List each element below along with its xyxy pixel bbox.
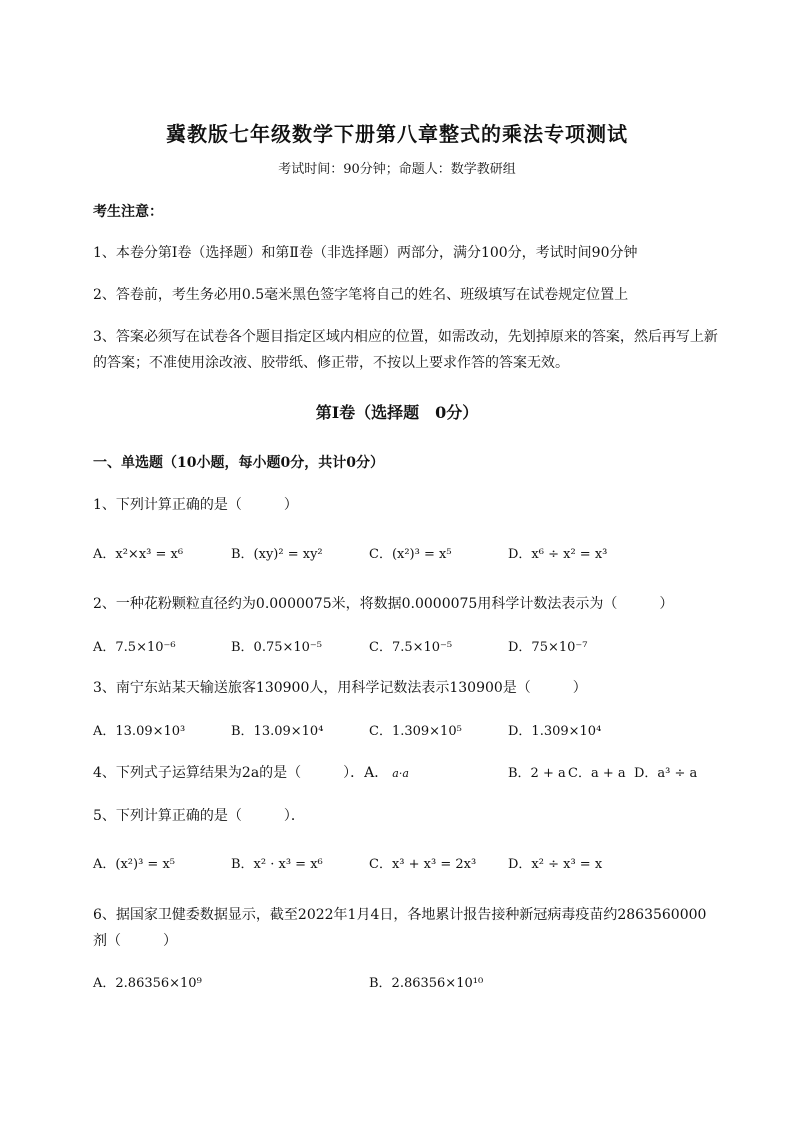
option-a: A．x²×x³ = x⁶ <box>93 547 184 562</box>
section-title: 第I卷（选择题 0分） <box>315 403 479 422</box>
question-1-stem: 1、下列计算正确的是（ ） <box>93 497 298 513</box>
part-heading: 一、单选题（10小题，每小题0分，共计0分） <box>93 455 384 471</box>
notice-item-3-cont: 的答案；不准使用涂改液、胶带纸、修正带，不按以上要求作答的答案无效。 <box>93 355 569 371</box>
question-2-options <box>93 636 733 656</box>
option-c: C．x³ + x³ = 2x³ <box>369 857 477 872</box>
option-b: B．(xy)² = xy² <box>231 547 323 562</box>
exam-subtitle: 考试时间：90分钟；命题人：数学教研组 <box>278 162 516 177</box>
notice-heading: 考生注意： <box>93 204 163 220</box>
question-6-options <box>93 972 733 992</box>
option-b: B．2.86356×10¹⁰ <box>369 976 484 991</box>
page-title: 冀教版七年级数学下册第八章整式的乘法专项测试 <box>166 122 628 146</box>
question-5-stem: 5、下列计算正确的是（ ）． <box>93 808 305 824</box>
option-d: D．x² ÷ x³ = x <box>508 857 603 872</box>
option-b: B．0.75×10⁻⁵ <box>231 640 323 655</box>
question-6-stem: 6、据国家卫健委数据显示，截至2022年1月4日，各地累计报告接种新冠病毒疫苗约2863560000 <box>93 907 707 923</box>
option-d: D．a³ ÷ a <box>634 766 698 781</box>
question-4-text: 4、下列式子运算结果为2a的是（ ）．A． <box>93 765 389 781</box>
option-a: A．2.86356×10⁹ <box>93 976 202 991</box>
option-b: B．2 + a <box>508 766 566 781</box>
option-a: A．7.5×10⁻⁶ <box>93 640 176 655</box>
option-a: a·a <box>392 767 409 780</box>
question-3-stem: 3、南宁东站某天输送旅客130900人，用科学记数法表示130900是（ ） <box>93 680 587 696</box>
question-2-stem: 2、一种花粉颗粒直径约为0.0000075米，将数据0.0000075用科学计数法表示为（ ） <box>93 596 674 612</box>
question-4-options <box>508 762 728 782</box>
question-5-options <box>93 853 733 873</box>
question-4-stem <box>93 762 409 782</box>
option-b: B．x² · x³ = x⁶ <box>231 857 323 872</box>
option-d: D．1.309×10⁴ <box>508 724 602 739</box>
option-d: D．x⁶ ÷ x² = x³ <box>508 547 608 562</box>
notice-item-2: 2、答卷前，考生务必用0.5毫米黑色签字笔将自己的姓名、班级填写在试卷规定位置上 <box>93 287 629 303</box>
option-a: A．(x²)³ = x⁵ <box>93 857 175 872</box>
question-3-options <box>93 720 733 740</box>
notice-item-1: 1、本卷分第I卷（选择题）和第Ⅱ卷（非选择题）两部分，满分100分，考试时间90分钟 <box>93 245 638 261</box>
question-6-stem-cont: 剂（ ） <box>93 933 177 949</box>
option-c: C．1.309×10⁵ <box>369 724 462 739</box>
question-1-options <box>93 543 733 563</box>
option-d: D．75×10⁻⁷ <box>508 640 588 655</box>
option-c: C．a + a <box>568 766 626 781</box>
option-b: B．13.09×10⁴ <box>231 724 324 739</box>
option-c: C．(x²)³ = x⁵ <box>369 547 452 562</box>
option-a: A．13.09×10³ <box>93 724 186 739</box>
notice-item-3: 3、答案必须写在试卷各个题目指定区域内相应的位置，如需改动，先划掉原来的答案，然后再写上新 <box>93 329 718 345</box>
option-c: C．7.5×10⁻⁵ <box>369 640 453 655</box>
